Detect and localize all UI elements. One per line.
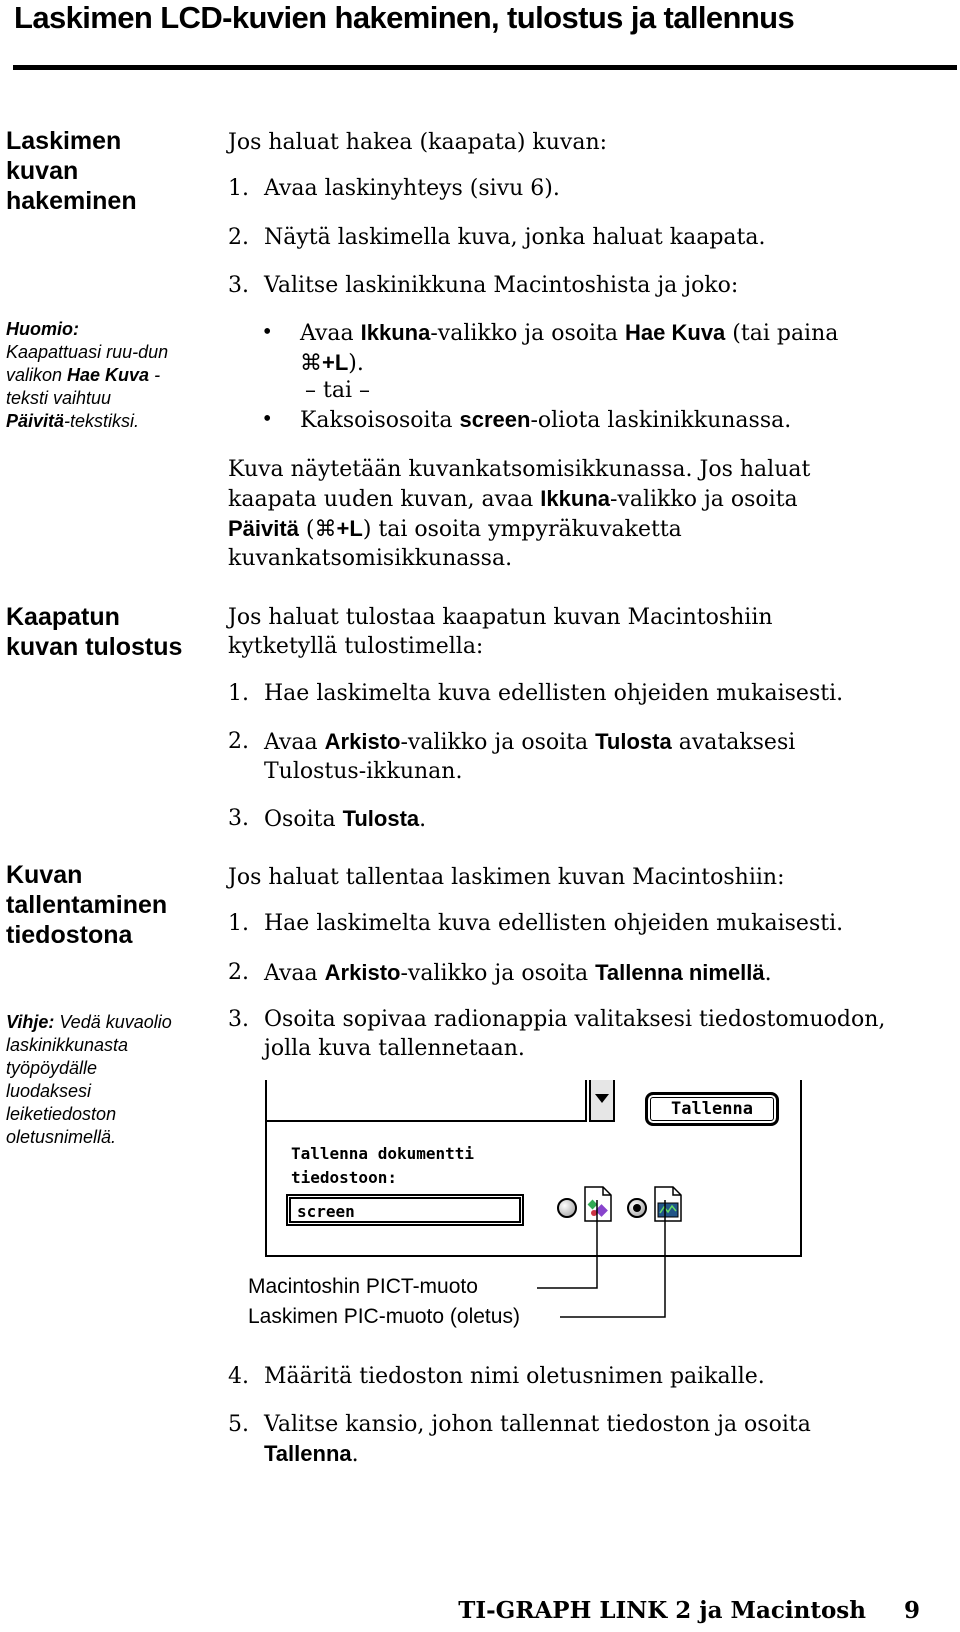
print-intro: Jos haluat tulostaa kaapatun kuvan Macintoshiin kytketyllä tulostimella: — [228, 605, 773, 659]
print-heading: Kaapatun kuvan tulostus — [6, 603, 183, 661]
save-tip: Vihje: Vedä kuvaolio laskinikkunasta työpöydälle luodaksesi leiketiedoston oletusnimellä. — [6, 1012, 172, 1147]
bullet-dot: • — [263, 319, 272, 345]
callout-pic: Laskimen PIC-muoto (oletus) — [248, 1305, 520, 1328]
capture-intro: Jos haluat hakea (kaapata) kuvan: — [228, 130, 608, 155]
bullet-option-2: Kaksoisosoita screen-oliota laskinikkunassa. — [300, 407, 792, 433]
save-button[interactable]: Tallenna — [645, 1092, 779, 1126]
capture-note: Huomio: Kaapattuasi ruu-dun valikon Hae Kuva - teksti vaihtuu Päivitä-tekstiksi. — [6, 319, 169, 431]
command-key-icon: ⌘ — [314, 516, 337, 541]
callout-pict: Macintoshin PICT-muoto — [248, 1275, 478, 1298]
bullet-option-1: Avaa Ikkuna-valikko ja osoita Hae Kuva (tai paina ⌘+L). — [300, 320, 839, 376]
save-intro: Jos haluat tallentaa laskimen kuvan Macintoshiin: — [228, 865, 785, 890]
capture-paragraph: Kuva näytetään kuvankatsomisikkunassa. Jos haluat kaapata uuden kuvan, avaa Ikkuna-valikko ja osoita Päivitä (⌘+L) tai osoita ympyräkuvaketta kuvankatsomisikkunassa. — [228, 457, 811, 571]
save-as-label: Tallenna dokumentti tiedostoon: — [291, 1144, 475, 1187]
page-footer: TI-GRAPH LINK 2 ja Macintosh 9 — [458, 1597, 920, 1624]
capture-heading: Laskimen kuvan hakeminen — [6, 127, 137, 215]
command-key-icon: ⌘ — [300, 350, 322, 375]
or-separator: – tai – — [305, 378, 370, 403]
filename-input[interactable]: screen — [289, 1197, 521, 1223]
page-title: Laskimen LCD-kuvien hakeminen, tulostus ja tallennus — [14, 0, 795, 35]
page-number: 9 — [903, 1597, 920, 1624]
bullet-dot: • — [263, 406, 272, 432]
save-heading: Kuvan tallentaminen tiedostona — [6, 861, 168, 949]
